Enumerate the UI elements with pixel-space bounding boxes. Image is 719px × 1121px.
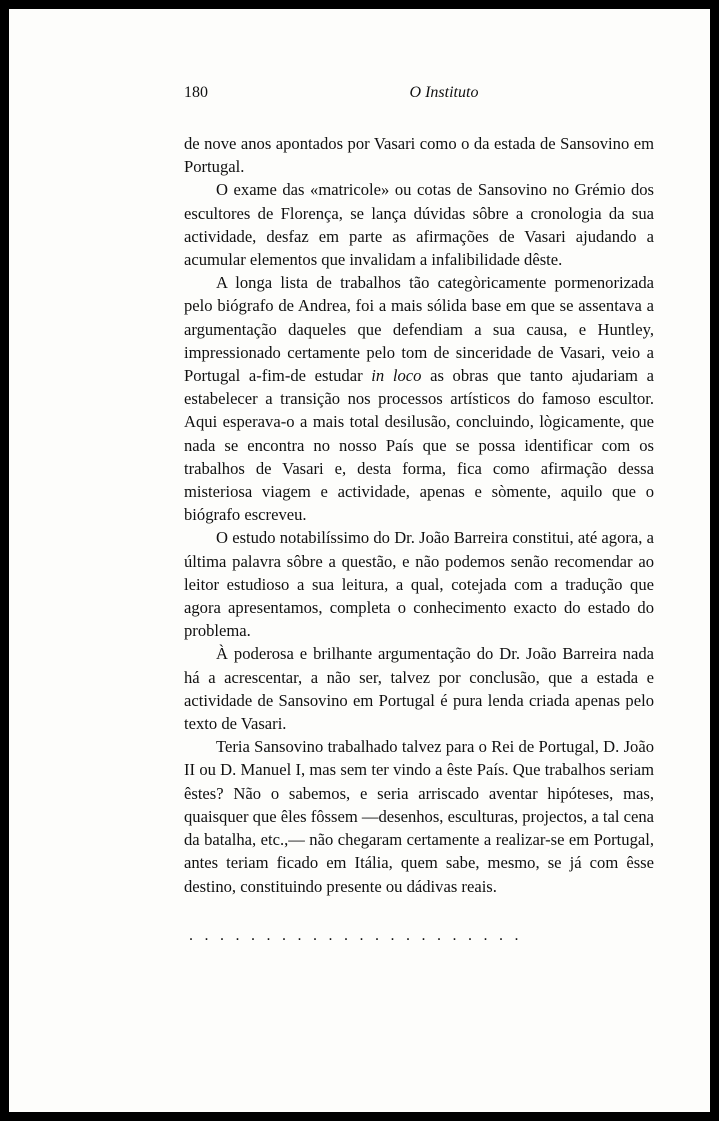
paragraph-3 [184,271,654,526]
page-header [184,84,664,108]
ellipsis-row: ...................... [189,927,530,944]
paragraph-1: de nove anos apontados por Vasari como o da estada de Sansovino em Portugal. [184,134,654,177]
paragraph-6-part-3: , mas sem ter vindo a êste País. Que trabalhos seriam êstes? Não o sabemos, e seria arriscado aventar hipóteses, mas, quaisquer que êles fôssem —desenhos, esculturas, projectos, a tal cena da batalha, etc.,— não chegaram certamente a realizar-se em Portugal, antes teriam ficado em Itália, quem sabe, mesmo, se já com êsse destino, constituindo presente ou dádivas reais. [184,760,655,896]
paragraph-4: O estudo notabilíssimo do Dr. João Barreira constitui, até agora, a última palavra sôbre a questão, e não podemos senão recomendar ao leitor estudioso a sua leitura, a qual, cotejada com a tradução que agora apresentamos, completa o conhecimento exacto do estado do problema. [184,528,654,641]
regnal-number-1: I [295,760,301,780]
page-number: 180 [184,84,208,101]
latin-phrase: in loco [371,366,422,386]
paragraph-2: O exame das «matricole» ou cotas de Sansovino no Grémio dos escultores de Florença, se lança dúvidas sôbre a cronologia da sua actividade, desfaz em parte as afirmações de Vasari ajudando a acumular elementos que invalidam a infalibilidade dêste. [184,180,654,270]
running-title: O Instituto [409,84,479,101]
body-text [184,132,654,898]
paragraph-5: À poderosa e brilhante argumentação do Dr. João Barreira nada há a acrescentar, a não ser, talvez por conclusão, que a estada e actividade de Sansovino em Portugal é pura lenda criada apenas pelo texto de Vasari. [184,644,654,734]
paragraph-3-part-2: as obras que tanto ajudariam a estabelecer a transição nos processos artísticos do famoso escultor. Aqui esperava-o a mais total desilusão, concluindo, lògicamente, que nada se encontra no nosso País que se possa identificar com os trabalhos de Vasari e, desta forma, fica como afirmação dessa misteriosa viagem e actividade, apenas e sòmente, aquilo que o biógrafo escreveu. [184,366,654,525]
regnal-number-2: II [184,760,196,780]
paragraph-6 [184,735,654,897]
paragraph-6-part-2: ou D. Manuel [199,760,292,780]
paragraph-3-part-1: A longa lista de trabalhos tão categòricamente pormenorizada pelo biógrafo de Andrea, foi a mais sólida base em que se assentava a argumentação daqueles que defendiam a sua causa, e Huntley, impressionado certamente pelo tom de sinceridade de Vasari, veio a Portugal a-fim-de estudar [184,273,654,386]
document-page [9,9,710,1112]
paragraph-6-part-1: Teria Sansovino trabalhado talvez para o Rei de Portugal, D. João [216,737,654,757]
